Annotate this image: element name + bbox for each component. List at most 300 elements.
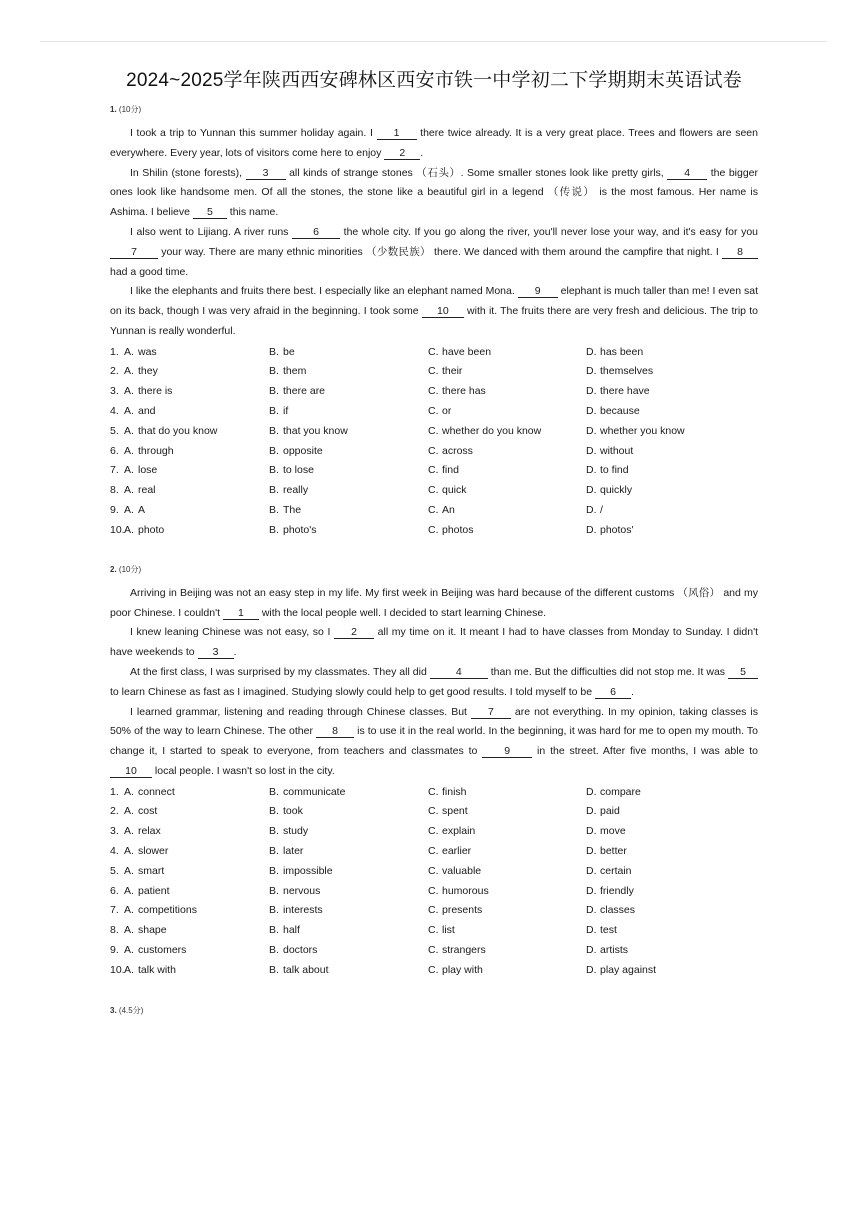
option-a[interactable] (110, 885, 269, 897)
option-c[interactable] (428, 484, 586, 496)
option-b[interactable] (269, 346, 428, 358)
option-text: interests (283, 904, 323, 917)
passage-text: . (233, 646, 237, 659)
passage-text: to learn Chinese as fast as I imagined. Studying slowly could help to get good results. I told myself to be (110, 685, 596, 698)
option-letter: A. (124, 805, 134, 818)
option-letter: A. (124, 484, 134, 497)
answer-blank[interactable]: 5 (193, 206, 227, 219)
answer-blank[interactable]: 8 (316, 725, 354, 738)
option-letter: B. (269, 365, 279, 378)
option-letter: D. (586, 924, 597, 937)
passage-text: all kinds of strange stones （石头）. Some smaller stones look like pretty girls, (285, 166, 668, 179)
option-row (110, 782, 758, 802)
option-row (110, 881, 758, 901)
option-text: The (283, 504, 302, 517)
option-b[interactable] (269, 524, 428, 536)
option-d[interactable] (586, 405, 726, 417)
answer-blank[interactable]: 7 (110, 246, 158, 259)
option-letter: B. (269, 484, 279, 497)
option-text: quickly (600, 484, 633, 497)
option-text: talk with (138, 963, 176, 976)
option-a[interactable] (110, 786, 269, 798)
option-text: real (138, 484, 156, 497)
option-c[interactable] (428, 504, 586, 516)
passage-text: the whole city. If you go along the river, you'll never lose your way, and it's easy for you (340, 225, 758, 238)
option-a[interactable] (110, 425, 269, 437)
option-number: 8. (110, 484, 119, 497)
option-text: connect (138, 785, 175, 798)
option-letter: C. (428, 943, 439, 956)
option-row (110, 940, 758, 960)
option-b[interactable] (269, 484, 428, 496)
option-d[interactable] (586, 825, 726, 837)
option-text: spent (442, 805, 468, 818)
option-b[interactable] (269, 845, 428, 857)
option-a[interactable] (110, 484, 269, 496)
option-d[interactable] (586, 885, 726, 897)
answer-blank[interactable]: 9 (518, 285, 558, 298)
option-letter: D. (586, 844, 597, 857)
option-text: talk about (283, 963, 329, 976)
option-text: that do you know (138, 424, 218, 437)
option-b[interactable] (269, 425, 428, 437)
option-letter: D. (586, 365, 597, 378)
option-letter: D. (586, 484, 597, 497)
question-3 (110, 1005, 758, 1017)
option-letter: D. (586, 424, 597, 437)
option-letter: C. (428, 464, 439, 477)
option-text: there are (283, 385, 326, 398)
option-c[interactable] (428, 385, 586, 397)
option-text: paid (600, 805, 620, 818)
option-c[interactable] (428, 924, 586, 936)
option-b[interactable] (269, 504, 428, 516)
option-text: took (283, 805, 303, 818)
option-text: photos' (600, 523, 634, 536)
passage-paragraph (110, 703, 758, 782)
option-letter: B. (269, 504, 279, 517)
option-a[interactable] (110, 964, 269, 976)
passage-text: your way. There are many ethnic minorities （少数民族） there. We danced with them around the campfire that night. I (158, 245, 722, 258)
option-letter: B. (269, 904, 279, 917)
option-letter: D. (586, 345, 597, 358)
passage-text: had a good time. (110, 265, 189, 278)
option-text: play against (600, 963, 657, 976)
option-a[interactable] (110, 865, 269, 877)
option-row (110, 381, 758, 401)
option-text: to lose (283, 464, 314, 477)
option-row (110, 480, 758, 500)
option-c[interactable] (428, 964, 586, 976)
option-d[interactable] (586, 524, 726, 536)
option-text: really (283, 484, 309, 497)
option-text: because (600, 405, 640, 418)
option-text: nervous (283, 884, 321, 897)
option-text: their (442, 365, 463, 378)
option-b[interactable] (269, 904, 428, 916)
answer-blank[interactable]: 3 (246, 167, 286, 180)
option-number: 2. (110, 365, 119, 378)
passage-text: . (631, 685, 634, 698)
option-text: better (600, 844, 627, 857)
option-letter: D. (586, 825, 597, 838)
option-letter: B. (269, 424, 279, 437)
answer-blank[interactable]: 4 (667, 167, 707, 180)
option-c[interactable] (428, 365, 586, 377)
option-c[interactable] (428, 825, 586, 837)
option-letter: A. (124, 444, 134, 457)
option-letter: C. (428, 385, 439, 398)
option-letter: C. (428, 805, 439, 818)
option-row (110, 421, 758, 441)
option-b[interactable] (269, 805, 428, 817)
passage-text: with the local people well. I decided to start learning Chinese. (258, 606, 547, 619)
passage-text: I also went to Lijiang. A river runs (130, 225, 293, 238)
option-b[interactable] (269, 405, 428, 417)
option-letter: D. (586, 943, 597, 956)
option-c[interactable] (428, 845, 586, 857)
answer-blank[interactable]: 2 (334, 626, 374, 639)
option-c[interactable] (428, 944, 586, 956)
option-letter: B. (269, 523, 279, 536)
answer-blank[interactable]: 6 (292, 226, 340, 239)
option-text: relax (138, 825, 161, 838)
passage-paragraph (110, 223, 758, 282)
option-letter: C. (428, 825, 439, 838)
option-letter: C. (428, 924, 439, 937)
passage-text: there twice already. It is a very great place. Trees and flowers are seen everywhere. Every year, lots of visitors come here to enjoy (110, 127, 758, 159)
option-text: friendly (600, 884, 634, 897)
option-letter: D. (586, 963, 597, 976)
option-text: photo's (283, 523, 317, 536)
question-1 (110, 104, 758, 540)
passage-paragraph (110, 584, 758, 624)
option-d[interactable] (586, 786, 726, 798)
option-row (110, 841, 758, 861)
option-text: to find (600, 464, 629, 477)
option-letter: B. (269, 963, 279, 976)
option-number: 8. (110, 924, 119, 937)
option-text: study (283, 825, 309, 838)
option-a[interactable] (110, 445, 269, 457)
option-number: 10. (110, 523, 125, 536)
option-letter: D. (586, 385, 597, 398)
answer-blank[interactable]: 8 (722, 246, 758, 259)
option-number: 5. (110, 864, 119, 877)
passage-text: the bigger ones look like handsome men. Of all the stones, the stone like a beautiful girl in a legend （传说） is the most famous. Her name is Ashima. I believe (110, 166, 759, 219)
option-a[interactable] (110, 504, 269, 516)
option-b[interactable] (269, 385, 428, 397)
answer-blank[interactable]: 6 (595, 686, 631, 699)
option-letter: B. (269, 444, 279, 457)
option-a[interactable] (110, 805, 269, 817)
option-letter: A. (124, 405, 134, 418)
passage-text: I took a trip to Yunnan this summer holiday again. I (130, 127, 377, 139)
option-row (110, 821, 758, 841)
answer-blank[interactable]: 9 (482, 745, 532, 758)
passage-text: in the street. After five months, I was able to (532, 745, 759, 758)
option-number: 9. (110, 943, 119, 956)
option-text: cost (138, 805, 158, 818)
option-letter: C. (428, 484, 439, 497)
option-text: that you know (283, 424, 348, 437)
option-letter: B. (269, 884, 279, 897)
option-letter: B. (269, 385, 279, 398)
option-text: move (600, 825, 626, 838)
option-d[interactable] (586, 445, 726, 457)
option-text: communicate (283, 785, 346, 798)
option-b[interactable] (269, 825, 428, 837)
option-text: slower (138, 844, 169, 857)
passage-text: I knew leaning Chinese was not easy, so I (130, 626, 335, 639)
passage (110, 584, 758, 782)
answer-blank[interactable]: 5 (728, 666, 758, 679)
answer-blank[interactable]: 10 (422, 305, 464, 318)
option-text: photos (442, 523, 474, 536)
option-d[interactable] (586, 346, 726, 358)
option-text: A (138, 504, 146, 517)
option-letter: D. (586, 464, 597, 477)
option-c[interactable] (428, 885, 586, 897)
passage-text: I like the elephants and fruits there best. I especially like an elephant named Mona. (130, 285, 518, 298)
option-text: impossible (283, 864, 333, 877)
passage-text: this name. (226, 206, 279, 219)
option-b[interactable] (269, 885, 428, 897)
option-letter: A. (124, 943, 134, 956)
option-d[interactable] (586, 845, 726, 857)
option-a[interactable] (110, 405, 269, 417)
option-d[interactable] (586, 964, 726, 976)
option-d[interactable] (586, 464, 726, 476)
option-letter: A. (124, 844, 134, 857)
option-text: they (138, 365, 158, 378)
option-a[interactable] (110, 825, 269, 837)
option-a[interactable] (110, 385, 269, 397)
option-d[interactable] (586, 805, 726, 817)
option-d[interactable] (586, 865, 726, 877)
option-a[interactable] (110, 524, 269, 536)
option-b[interactable] (269, 365, 428, 377)
option-d[interactable] (586, 904, 726, 916)
answer-blank[interactable]: 4 (430, 666, 488, 679)
answer-blank[interactable]: 1 (377, 127, 417, 140)
option-row (110, 920, 758, 940)
options-table (110, 342, 758, 540)
option-c[interactable] (428, 524, 586, 536)
option-text: explain (442, 825, 476, 838)
option-letter: C. (428, 504, 439, 517)
question-number: 2. (110, 564, 117, 574)
option-letter: D. (586, 864, 597, 877)
option-letter: C. (428, 785, 439, 798)
option-c[interactable] (428, 464, 586, 476)
option-number: 6. (110, 444, 119, 457)
question-header (110, 1005, 758, 1017)
option-letter: C. (428, 963, 439, 976)
option-a[interactable] (110, 904, 269, 916)
option-letter: D. (586, 785, 597, 798)
option-row (110, 861, 758, 881)
option-text: compare (600, 785, 641, 798)
option-text: whether you know (600, 424, 685, 437)
option-number: 6. (110, 884, 119, 897)
option-text: strangers (442, 943, 486, 956)
option-c[interactable] (428, 865, 586, 877)
option-letter: A. (124, 385, 134, 398)
option-text: quick (442, 484, 467, 497)
option-a[interactable] (110, 924, 269, 936)
option-text: without (600, 444, 634, 457)
option-letter: C. (428, 523, 439, 536)
passage-text: with it. The fruits there are very fresh and delicious. The trip to Yunnan is really wonderful. (110, 305, 759, 337)
option-letter: C. (428, 444, 439, 457)
option-letter: A. (124, 884, 134, 897)
option-letter: C. (428, 424, 439, 437)
option-text: half (283, 924, 300, 937)
passage-text: than me. But the difficulties did not stop me. It was (487, 665, 728, 678)
option-d[interactable] (586, 425, 726, 437)
option-number: 10. (110, 963, 125, 976)
option-b[interactable] (269, 464, 428, 476)
option-text: shape (138, 924, 167, 937)
option-text: lose (138, 464, 158, 477)
question-points: (4.5分) (118, 1005, 144, 1015)
option-c[interactable] (428, 786, 586, 798)
option-d[interactable] (586, 504, 726, 516)
option-letter: A. (124, 464, 134, 477)
option-text: earlier (442, 844, 472, 857)
option-letter: B. (269, 785, 279, 798)
option-c[interactable] (428, 425, 586, 437)
header-divider (40, 41, 827, 42)
option-text: valuable (442, 864, 482, 877)
option-d[interactable] (586, 484, 726, 496)
answer-blank[interactable]: 7 (471, 706, 511, 719)
passage-text: Arriving in Beijing was not an easy step in my life. My first week in Beijing was hard because of the different customs （风俗） and my poor Chinese. I couldn't (110, 586, 758, 619)
option-text: through (138, 444, 174, 457)
option-number: 1. (110, 785, 119, 798)
answer-blank[interactable]: 10 (110, 765, 152, 778)
option-c[interactable] (428, 405, 586, 417)
option-text: list (442, 924, 455, 937)
option-number: 3. (110, 825, 119, 838)
option-b[interactable] (269, 445, 428, 457)
option-b[interactable] (269, 964, 428, 976)
option-row (110, 802, 758, 822)
option-c[interactable] (428, 904, 586, 916)
option-letter: A. (124, 424, 134, 437)
option-row (110, 441, 758, 461)
option-row (110, 960, 758, 980)
option-letter: C. (428, 844, 439, 857)
passage-paragraph (110, 164, 758, 223)
option-row (110, 362, 758, 382)
option-letter: D. (586, 504, 597, 517)
option-text: opposite (283, 444, 323, 457)
option-letter: A. (124, 504, 134, 517)
option-number: 5. (110, 424, 119, 437)
option-d[interactable] (586, 385, 726, 397)
passage-paragraph (110, 663, 758, 703)
option-text: / (600, 504, 603, 517)
option-b[interactable] (269, 944, 428, 956)
option-text: photo (138, 523, 165, 536)
exam-page (110, 64, 758, 1017)
option-letter: A. (124, 523, 134, 536)
option-a[interactable] (110, 845, 269, 857)
option-text: play with (442, 963, 483, 976)
option-d[interactable] (586, 924, 726, 936)
option-text: classes (600, 904, 636, 917)
option-row (110, 900, 758, 920)
option-text: smart (138, 864, 165, 877)
option-c[interactable] (428, 346, 586, 358)
option-row (110, 401, 758, 421)
passage-text: elephant is much taller than me! I even sat on its back, though I was very afraid in the beginning. I took some (110, 285, 758, 318)
option-text: doctors (283, 943, 318, 956)
option-a[interactable] (110, 346, 269, 358)
option-row (110, 520, 758, 540)
option-text: artists (600, 943, 629, 956)
passage-paragraph (110, 282, 758, 341)
option-row (110, 500, 758, 520)
exam-title: 2024~2025学年陕西西安碑林区西安市铁一中学初二下学期期末英语试卷 (126, 70, 742, 91)
answer-blank[interactable]: 3 (198, 646, 234, 659)
question-points: (10分) (118, 564, 142, 574)
option-letter: C. (428, 884, 439, 897)
option-a[interactable] (110, 365, 269, 377)
option-text: them (283, 365, 307, 378)
option-text: there has (442, 385, 486, 398)
option-b[interactable] (269, 786, 428, 798)
option-letter: C. (428, 345, 439, 358)
option-number: 7. (110, 904, 119, 917)
passage (110, 124, 758, 342)
passage-text: is to use it in the real world. In the beginning, it was hard for me to open my mouth. To change it, I started to speak to everyone, from teachers and classmates to (110, 725, 758, 758)
option-a[interactable] (110, 464, 269, 476)
option-letter: A. (124, 924, 134, 937)
passage-text: I learned grammar, listening and reading through Chinese classes. But (130, 705, 471, 718)
answer-blank[interactable]: 2 (384, 147, 420, 160)
passage-text: local people. I wasn't so lost in the city. (152, 764, 335, 777)
option-letter: B. (269, 405, 279, 418)
option-c[interactable] (428, 445, 586, 457)
option-text: find (442, 464, 459, 477)
option-letter: A. (124, 365, 134, 378)
option-a[interactable] (110, 944, 269, 956)
option-text: was (138, 345, 157, 358)
option-letter: C. (428, 405, 439, 418)
option-c[interactable] (428, 805, 586, 817)
option-text: there is (138, 385, 173, 398)
option-letter: A. (124, 825, 134, 838)
passage-paragraph (110, 623, 758, 663)
passage-text: At the first class, I was surprised by my classmates. They all did (130, 665, 430, 678)
option-b[interactable] (269, 865, 428, 877)
option-text: competitions (138, 904, 197, 917)
option-text: if (283, 405, 289, 418)
option-letter: C. (428, 365, 439, 378)
option-row (110, 461, 758, 481)
passage-text: all my time on it. It meant I had to have classes from Monday to Sunday. I didn't have weekends to (110, 626, 758, 659)
answer-blank[interactable]: 1 (223, 607, 259, 620)
option-d[interactable] (586, 365, 726, 377)
option-d[interactable] (586, 944, 726, 956)
option-text: be (283, 345, 295, 358)
option-text: customers (138, 943, 187, 956)
option-letter: B. (269, 345, 279, 358)
option-b[interactable] (269, 924, 428, 936)
